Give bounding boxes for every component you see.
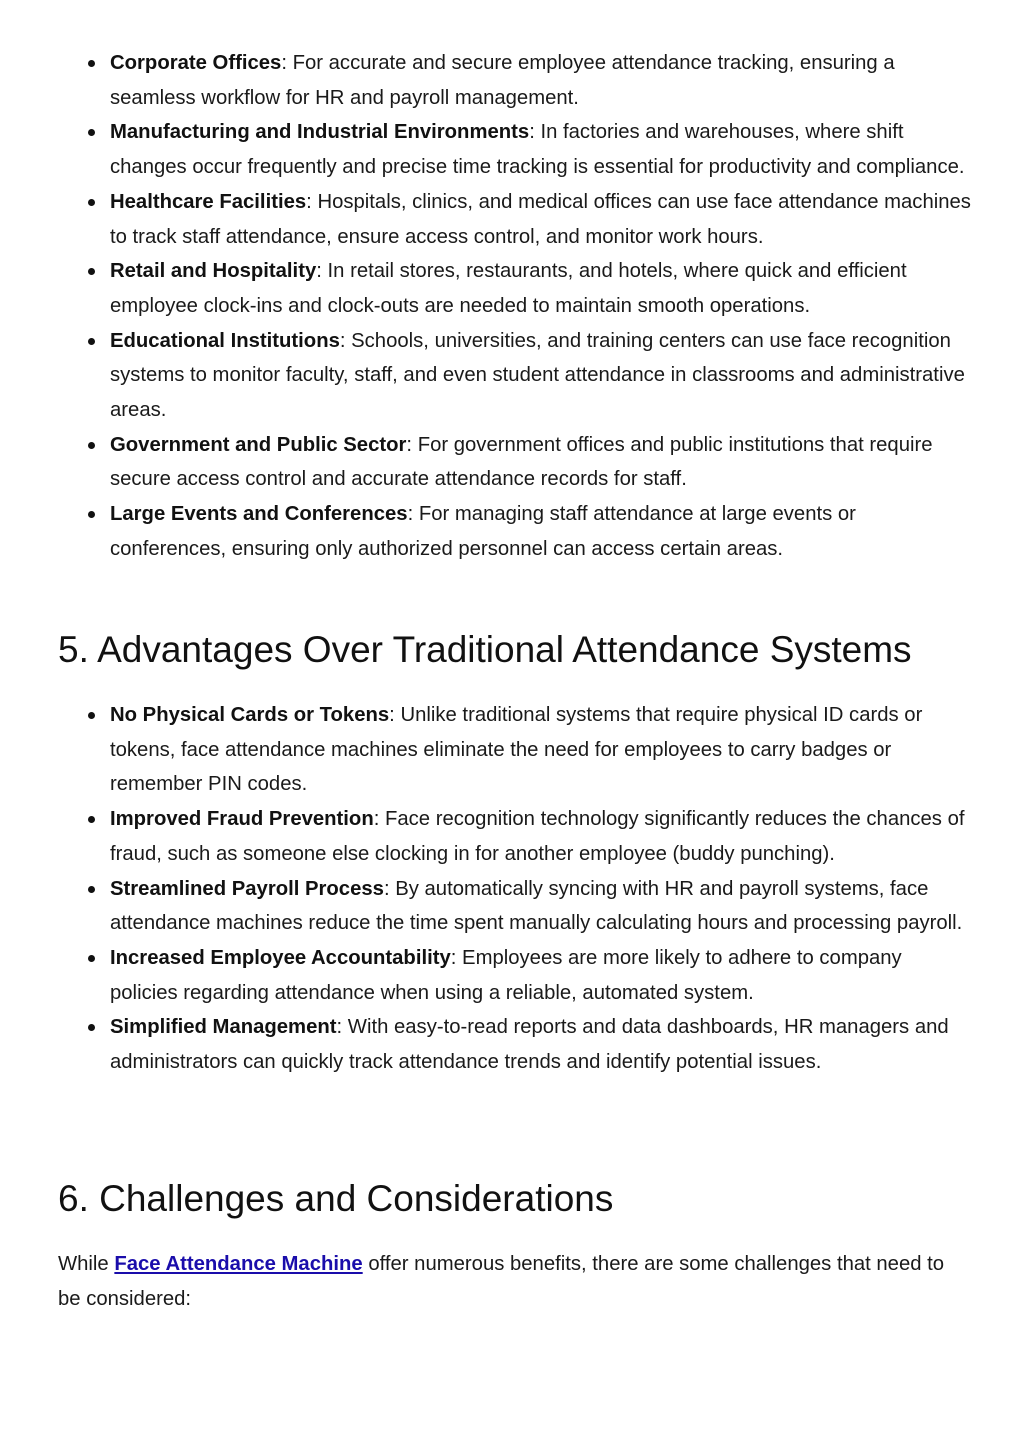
bullet-dot-icon [88,712,95,719]
list-item-text: In factories and warehouses, where shift changes occur frequently and precise time tracking is essential for productivity and compliance. [110,121,965,179]
bullet-dot-icon [88,338,95,345]
list-item-text: Schools, universities, and training centers can use face recognition systems to monitor faculty, staff, and even student attendance in classrooms and administrative areas. [110,329,965,422]
bullet-dot-icon [88,129,95,136]
list-item-term: Government and Public Sector [110,433,407,456]
list-item [84,324,974,428]
list-item-text: Employees are more likely to adhere to company policies regarding attendance when using a reliable, automated system. [110,946,902,1004]
list-item-term: Educational Institutions [110,329,340,352]
advantages-list [84,698,974,1080]
list-item-separator: : [406,433,418,456]
list-item-term: Manufacturing and Industrial Environments [110,121,530,144]
bullet-dot-icon [88,268,95,275]
intro-text-after: offer numerous benefits, there are some challenges that need to be considered: [58,1253,945,1310]
list-item [84,698,974,802]
list-item-separator: : [529,121,541,144]
list-item-text: With easy-to-read reports and data dashboards, HR managers and administrators can quickly track attendance trends and identify potential issues. [110,1016,949,1074]
list-item-term: No Physical Cards or Tokens [110,704,390,726]
list-item-term: Retail and Hospitality [110,260,317,283]
list-item [84,802,974,871]
list-item-text: For managing staff attendance at large events or conferences, ensuring only authorized personnel can access certain areas. [110,503,856,560]
list-item [84,941,974,1010]
list-item-term: Increased Employee Accountability [110,946,451,969]
list-item-term: Corporate Offices [110,52,282,74]
list-item-separator: : [316,260,328,283]
list-item-separator: : [281,52,293,74]
list-item-separator: : [407,503,419,526]
list-item-text: Hospitals, clinics, and medical offices can use face attendance machines to track staff attendance, ensure access control, and monitor work hours. [110,190,971,248]
list-item [84,872,974,941]
list-item [84,497,974,566]
list-item-text: In retail stores, restaurants, and hotels, where quick and efficient employee clock-ins and clock-outs are needed to maintain smooth operations. [110,260,907,317]
list-item-text: Unlike traditional systems that require physical ID cards or tokens, face attendance machines eliminate the need for employees to carry badges or remember PIN codes. [110,704,923,796]
list-item-term: Improved Fraud Prevention [110,808,374,831]
list-item-separator: : [389,704,401,726]
intro-text-before: While [58,1253,115,1275]
list-item-term: Streamlined Payroll Process [110,877,384,900]
bullet-dot-icon [88,816,95,823]
challenges-intro-paragraph [58,1247,963,1316]
face-attendance-machine-link[interactable]: Face Attendance Machine [114,1253,363,1275]
bullet-dot-icon [88,199,95,206]
list-item [84,428,974,497]
list-item [84,1010,974,1079]
list-item-term: Healthcare Facilities [110,190,307,213]
industries-list [84,46,974,567]
list-item-separator: : [383,877,396,900]
list-item-separator: : [339,329,352,352]
list-item-text: By automatically syncing with HR and payroll systems, face attendance machines reduce the time spent manually calculating hours and processing payroll. [110,877,963,935]
section-heading-advantages: 5. Advantages Over Traditional Attendance Systems [58,629,912,670]
list-item-text: For government offices and public institutions that require secure access control and accurate attendance records for staff. [110,433,933,491]
bullet-dot-icon [88,511,95,518]
list-item-separator: : [450,946,463,969]
list-item [84,115,974,184]
bullet-dot-icon [88,60,95,67]
list-item [84,185,974,254]
list-item-term: Large Events and Conferences [110,503,408,526]
bullet-dot-icon [88,886,95,893]
list-item [84,46,974,115]
list-item-separator: : [373,808,385,831]
bullet-dot-icon [88,1024,95,1031]
list-item-text: Face recognition technology significantly reduces the chances of fraud, such as someone else clocking in for another employee (buddy punching). [110,808,965,865]
list-item-separator: : [306,190,318,213]
section-heading-challenges: 6. Challenges and Considerations [58,1178,614,1219]
bullet-dot-icon [88,442,95,449]
list-item-separator: : [336,1016,348,1039]
list-item-term: Simplified Management [110,1016,337,1039]
list-item-text: For accurate and secure employee attendance tracking, ensuring a seamless workflow for HR and payroll management. [110,52,895,109]
bullet-dot-icon [88,955,95,962]
list-item [84,254,974,323]
